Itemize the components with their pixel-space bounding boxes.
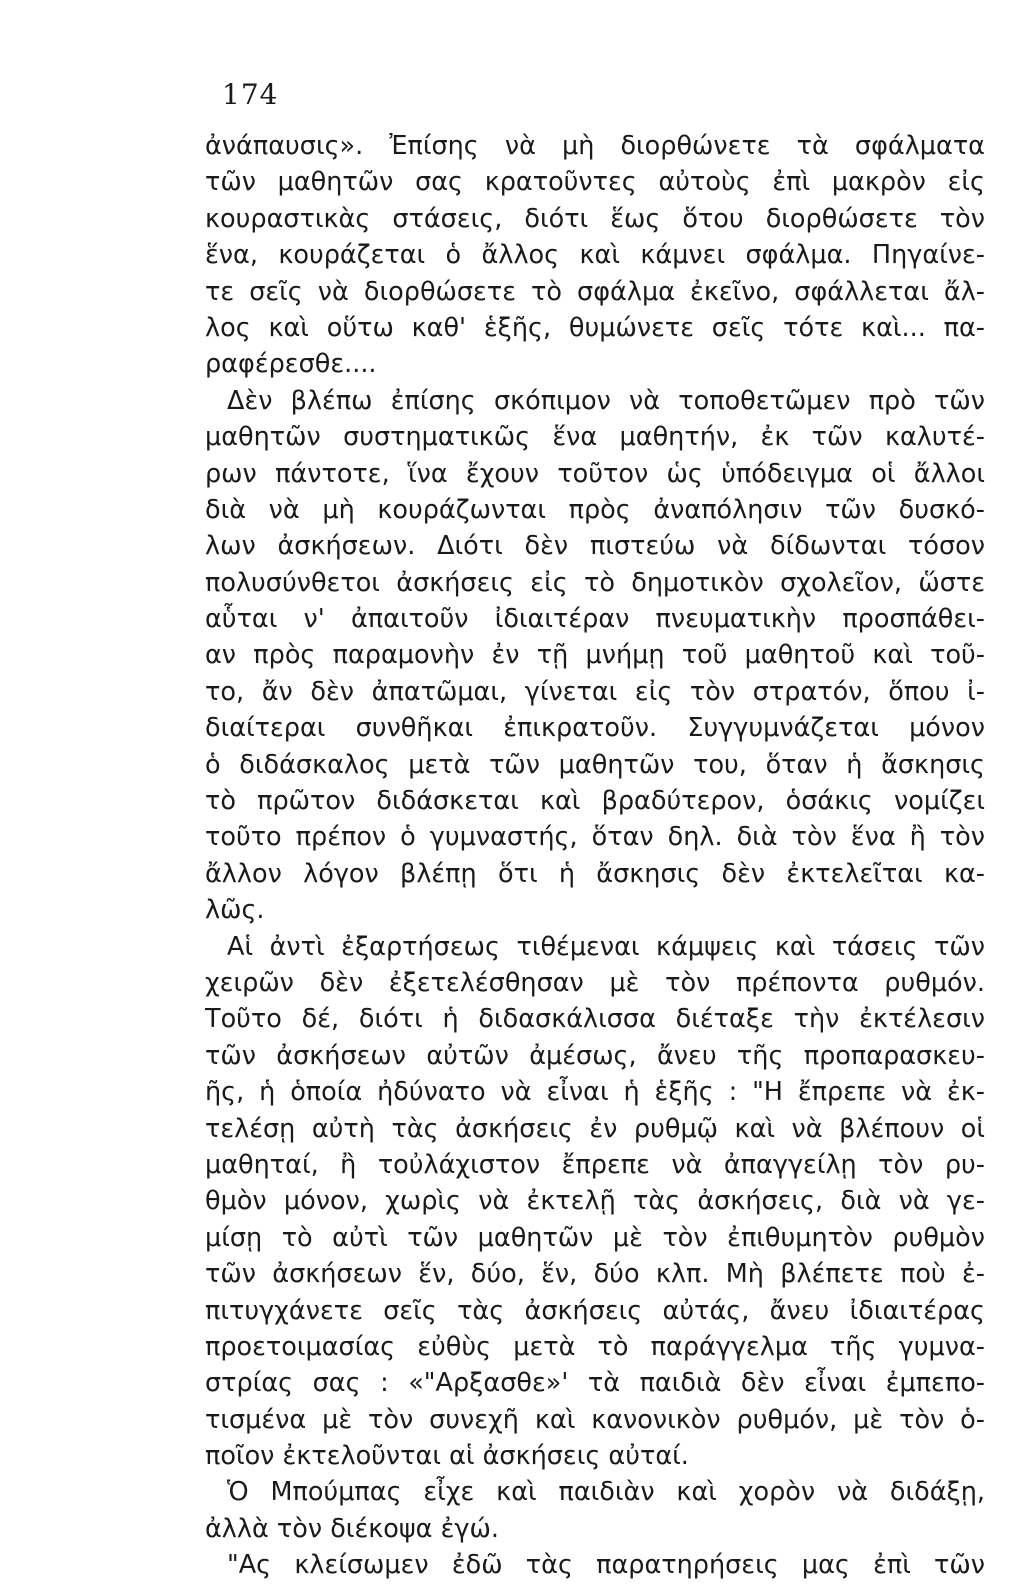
text-line: λος καὶ οὕτω καθ' ἑξῆς, θυμώνετε σεῖς τότε καὶ... πα-: [205, 312, 985, 343]
text-line: τῶν ἀσκήσεων αὐτῶν ἀμέσως, ἄνευ τῆς προπαρασκευ-: [205, 1040, 985, 1071]
text-line: κουραστικὰς στάσεις, διότι ἕως ὅτου διορθώσετε τὸν: [205, 203, 985, 234]
text-line: τὸ πρῶτον διδάσκεται καὶ βραδύτερον, ὁσάκις νομίζει: [205, 786, 985, 817]
text-line: ῆς, ἡ ὁποία ἠδύνατο νὰ εἶναι ἡ ἑξῆς : "Η ἔπρεπε νὰ ἐκ-: [205, 1077, 985, 1108]
text-line: διὰ νὰ μὴ κουράζωνται πρὸς ἀναπόλησιν τῶν δυσκό-: [205, 494, 985, 525]
text-line: ποῖον ἐκτελοῦνται αἱ ἀσκήσεις αὐταί.: [205, 1441, 689, 1472]
text-line: το, ἄν δὲν ἀπατῶμαι, γίνεται εἰς τὸν στρατόν, ὅπου ἰ-: [205, 676, 985, 707]
text-line: πιτυγχάνετε σεῖς τὰς ἀσκήσεις αὐτάς, ἄνευ ἰδιαιτέρας: [205, 1295, 985, 1326]
text-line: μαθητῶν συστηματικῶς ἕνα μαθητήν, ἐκ τῶν καλυτέ-: [205, 422, 985, 453]
text-line: ἕνα, κουράζεται ὁ ἄλλος καὶ κάμνει σφάλμα. Πηγαίνε-: [205, 240, 985, 271]
text-line: τε σεῖς νὰ διορθώσετε τὸ σφάλμα ἐκεῖνο, σφάλλεται ἄλ-: [205, 276, 985, 307]
text-line: τοῦτο πρέπον ὁ γυμναστής, ὅταν δηλ. διὰ τὸν ἕνα ἢ τὸν: [205, 822, 985, 853]
text-line: λῶς.: [205, 895, 265, 926]
text-line: "Ας κλείσωμεν ἐδῶ τὰς παρατηρήσεις μας ἐπὶ τῶν: [227, 1550, 985, 1581]
text-line: Αἱ ἀντὶ ἐξαρτήσεως τιθέμεναι κάμψεις καὶ τάσεις τῶν: [227, 931, 985, 962]
text-line: πολυσύνθετοι ἀσκήσεις εἰς τὸ δημοτικὸν σχολεῖον, ὥστε: [205, 567, 985, 598]
text-line: τῶν μαθητῶν σας κρατοῦντες αὐτοὺς ἐπὶ μακρὸν εἰς: [205, 167, 985, 198]
text-line: ὁ διδάσκαλος μετὰ τῶν μαθητῶν του, ὅταν ἡ ἄσκησις: [205, 749, 985, 780]
page-number: 174: [222, 78, 279, 111]
text-line: τισμένα μὲ τὸν συνεχῆ καὶ κανονικὸν ρυθμόν, μὲ τὸν ὁ-: [205, 1404, 985, 1435]
text-line: μαθηταί, ἢ τοὐλάχιστον ἔπρεπε νὰ ἀπαγγείλῃ τὸν ρυ-: [205, 1149, 985, 1180]
text-line: ἀλλὰ τὸν διέκοψα ἐγώ.: [205, 1513, 499, 1544]
text-line: ραφέρεσθε....: [205, 349, 377, 380]
text-line: αὗται ν' ἀπαιτοῦν ἰδιαιτέραν πνευματικὴν προσπάθει-: [205, 604, 985, 635]
text-line: στρίας σας : «"Αρξασθε»' τὰ παιδιὰ δὲν εἶναι ἐμπεπο-: [205, 1368, 985, 1399]
text-line: ρων πάντοτε, ἵνα ἔχουν τοῦτον ὡς ὑπόδειγμα οἱ ἄλλοι: [205, 458, 985, 489]
text-line: διαίτεραι συνθῆκαι ἐπικρατοῦν. Συγγυμνάζεται μόνον: [205, 713, 985, 744]
text-line: τῶν ἀσκήσεων ἕν, δύο, ἕν, δύο κλπ. Μὴ βλέπετε ποὺ ἐ-: [205, 1259, 985, 1290]
text-line: μίσῃ τὸ αὐτὶ τῶν μαθητῶν μὲ τὸν ἐπιθυμητὸν ρυθμὸν: [205, 1222, 985, 1253]
text-line: αν πρὸς παραμονὴν ἐν τῇ μνήμῃ τοῦ μαθητοῦ καὶ τοῦ-: [205, 640, 985, 671]
text-line: προετοιμασίας εὐθὺς μετὰ τὸ παράγγελμα τῆς γυμνα-: [205, 1331, 985, 1362]
text-line: Ὁ Μπούμπας εἶχε καὶ παιδιὰν καὶ χορὸν νὰ διδάξῃ,: [227, 1477, 985, 1508]
text-line: Δὲν βλέπω ἐπίσης σκόπιμον νὰ τοποθετῶμεν πρὸ τῶν: [227, 385, 985, 416]
text-line: ἄλλον λόγον βλέπῃ ὅτι ἡ ἄσκησις δὲν ἐκτελεῖται κα-: [205, 858, 985, 889]
text-line: ἀνάπαυσις». Ἐπίσης νὰ μὴ διορθώνετε τὰ σφάλματα: [205, 131, 985, 161]
body-text: [205, 128, 985, 1584]
text-line: τελέσῃ αὐτὴ τὰς ἀσκήσεις ἐν ρυθμῷ καὶ νὰ βλέπουν οἱ: [205, 1113, 985, 1144]
text-line: χειρῶν δὲν ἐξετελέσθησαν μὲ τὸν πρέποντα ρυθμόν.: [205, 967, 985, 998]
text-line: Τοῦτο δέ, διότι ἡ διδασκάλισσα διέταξε τὴν ἐκτέλεσιν: [205, 1004, 985, 1035]
text-line: λων ἀσκήσεων. Διότι δὲν πιστεύω νὰ δίδωνται τόσον: [205, 531, 985, 562]
text-line: θμὸν μόνον, χωρὶς νὰ ἐκτελῇ τὰς ἀσκήσεις, διὰ νὰ γε-: [205, 1186, 985, 1217]
